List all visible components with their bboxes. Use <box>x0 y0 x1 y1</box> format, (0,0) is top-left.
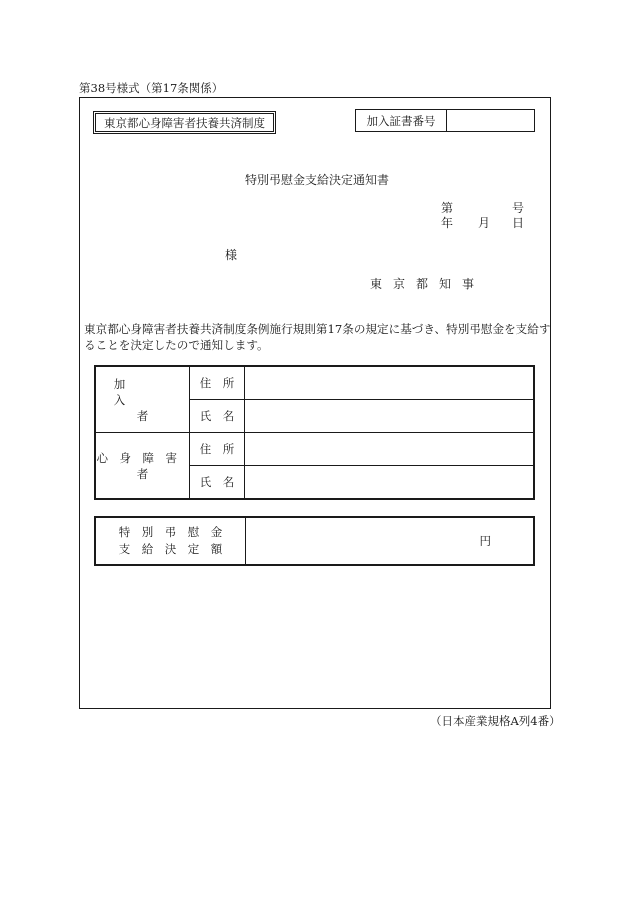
system-name-box <box>93 111 276 134</box>
yen-unit: 円 <box>479 534 491 548</box>
subscriber-address-field[interactable] <box>245 366 535 400</box>
subscriber-address-label: 住所 <box>199 376 246 390</box>
payment-label-line1: 特別弔慰金 <box>118 525 234 539</box>
paper-size-note: （日本産業規格A列4番） <box>430 714 561 728</box>
date-year: 年 <box>441 216 454 230</box>
subscriber-label: 加入者 <box>113 376 195 423</box>
certificate-number-label: 加入証書番号 <box>356 110 447 131</box>
addressee-honorific: 様 <box>225 248 238 262</box>
notice-body: 東京都心身障害者扶養共済制度条例施行規則第17条の規定に基づき、特別弔慰金を支給することを決定したので通知します。 <box>84 322 551 352</box>
number-prefix: 第 <box>441 201 454 215</box>
number-suffix: 号 <box>512 201 525 215</box>
form-number: 第38号様式（第17条関係） <box>79 81 224 95</box>
system-name: 東京都心身障害者扶養共済制度 <box>104 115 265 130</box>
disabled-address-label: 住所 <box>199 442 246 456</box>
date-month: 月 <box>478 216 491 230</box>
disabled-person-label-cell <box>95 433 190 500</box>
name-label-cell <box>190 400 245 433</box>
address-label-cell <box>190 433 245 466</box>
payment-label-cell <box>95 517 246 565</box>
name-label-cell <box>190 466 245 500</box>
parties-table <box>94 365 535 500</box>
disabled-name-field[interactable] <box>245 466 535 500</box>
subscriber-name-label: 氏名 <box>199 409 246 423</box>
disabled-name-label: 氏名 <box>199 475 246 489</box>
document-title: 特別弔慰金支給決定通知書 <box>245 173 390 187</box>
certificate-number-field[interactable] <box>447 110 534 131</box>
subscriber-name-field[interactable] <box>245 400 535 433</box>
disabled-person-label: 心身障害者 <box>96 450 189 481</box>
address-label-cell <box>190 366 245 400</box>
payment-label-line2: 支給決定額 <box>118 542 234 556</box>
disabled-address-field[interactable] <box>245 433 535 466</box>
payment-amount-cell[interactable] <box>246 517 535 565</box>
subscriber-label-cell <box>95 366 195 433</box>
issuer-governor: 東京都知事 <box>370 277 486 291</box>
payment-table <box>94 516 535 566</box>
certificate-number-box <box>355 109 535 132</box>
date-day: 日 <box>512 216 525 230</box>
